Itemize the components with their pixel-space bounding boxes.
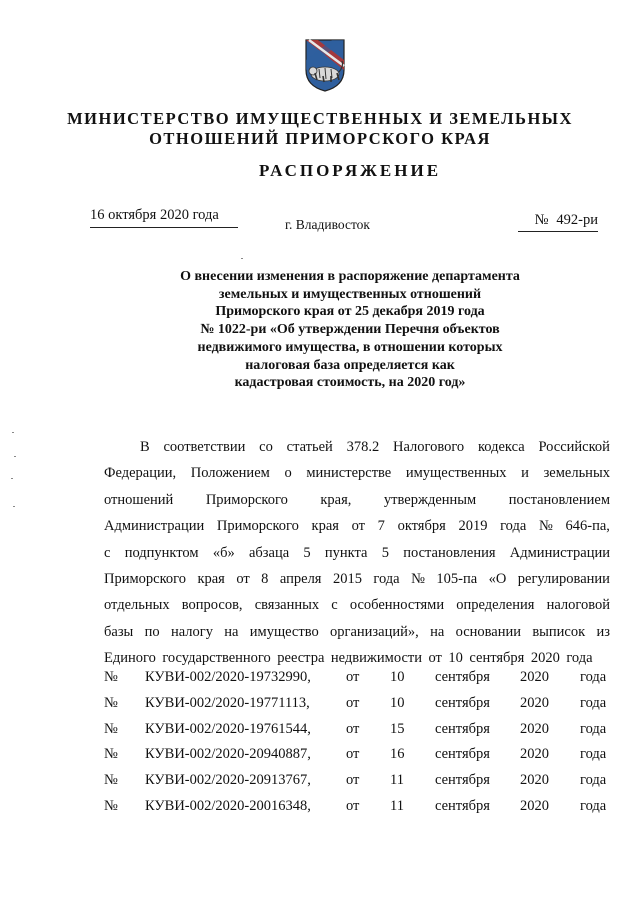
body-word: края,	[320, 491, 352, 508]
body-paragraph	[104, 434, 610, 672]
extract-day: 16	[390, 746, 405, 763]
extract-goda: года	[580, 772, 607, 789]
body-word: основании	[455, 623, 522, 640]
body-word: Положением	[190, 465, 270, 482]
body-word: года	[373, 571, 400, 588]
body-word: по	[144, 623, 160, 640]
body-word: с	[331, 597, 338, 614]
body-word: Приморского	[104, 571, 186, 588]
extract-code: КУВИ-002/2020-20913767,	[145, 772, 311, 789]
subject-line: кадастровая стоимость, на 2020 год»	[234, 375, 466, 391]
ministry-name-line-1: МИНИСТЕРСТВО ИМУЩЕСТВЕННЫХ И ЗЕМЕЛЬНЫХ	[67, 109, 573, 128]
extract-row	[104, 746, 610, 772]
body-word: налоговой	[546, 597, 610, 614]
body-word: Приморского	[205, 491, 288, 508]
body-line	[104, 487, 610, 513]
document-date: 16 октября 2020 года	[90, 207, 238, 228]
extracts-list	[104, 669, 610, 824]
extract-month: сентября	[435, 720, 490, 737]
extract-day: 11	[390, 772, 404, 789]
document-subject	[150, 268, 550, 392]
body-word: №	[411, 571, 425, 588]
extract-row	[104, 721, 610, 747]
body-word: Приморского	[216, 518, 299, 535]
body-word: 5	[381, 544, 389, 561]
body-word: 5	[303, 544, 311, 561]
extract-day: 10	[390, 694, 405, 711]
body-word: абзаца	[248, 544, 290, 561]
body-word: года	[566, 650, 593, 667]
body-word: определения	[456, 597, 535, 614]
body-word: 646-па,	[565, 518, 610, 535]
extract-row	[104, 695, 610, 721]
body-word: связанных	[254, 597, 320, 614]
extract-ot: от	[346, 694, 360, 711]
body-word: «О	[488, 571, 507, 588]
body-word: от	[428, 650, 442, 667]
body-word: Единого	[104, 650, 156, 667]
extract-no: №	[104, 797, 118, 814]
body-word: с	[104, 544, 111, 561]
extract-goda: года	[580, 797, 607, 814]
extract-row	[104, 669, 610, 695]
body-word: октября	[397, 518, 446, 535]
body-word: Налогового	[392, 439, 465, 455]
extract-month: сентября	[435, 772, 490, 789]
extract-day: 11	[390, 797, 404, 814]
extract-ot: от	[346, 772, 360, 789]
body-word: со	[259, 439, 273, 455]
extract-year: 2020	[520, 694, 549, 711]
body-word: государственного	[162, 650, 271, 667]
extract-ot: от	[346, 720, 360, 737]
subject-line: налоговая база определяется как	[245, 357, 455, 373]
subject-line: О внесении изменения в распоряжение департамента	[180, 269, 520, 284]
extract-ot: от	[346, 669, 360, 685]
subject-line: Приморского края от 25 декабря 2019 года	[215, 304, 485, 320]
extract-code: КУВИ-002/2020-19771113,	[145, 694, 310, 711]
number-value: 492-ри	[556, 212, 598, 228]
extract-code: КУВИ-002/2020-19732990,	[145, 669, 311, 685]
body-word: 7	[377, 518, 385, 535]
scan-speck	[14, 456, 16, 457]
body-word: края	[311, 518, 339, 535]
extract-no: №	[104, 694, 118, 711]
body-line	[104, 513, 610, 539]
extract-code: КУВИ-002/2020-19761544,	[145, 720, 311, 737]
extract-month: сентября	[435, 797, 490, 814]
scan-speck	[11, 478, 13, 479]
body-word: на	[430, 623, 445, 640]
extract-month: сентября	[435, 694, 490, 711]
body-word: сентября	[469, 650, 525, 667]
body-word: 378.2	[346, 439, 380, 455]
extract-row	[104, 772, 610, 798]
body-line	[104, 434, 610, 460]
body-word: от	[236, 571, 250, 588]
body-word: министерстве	[306, 465, 392, 482]
body-word: отношений	[104, 491, 174, 508]
body-word: организаций»,	[330, 623, 419, 640]
extract-year: 2020	[520, 720, 549, 737]
extract-goda: года	[580, 720, 607, 737]
body-word: года	[500, 518, 527, 535]
body-word: подпунктом	[124, 544, 199, 561]
extract-no: №	[104, 772, 118, 789]
scan-speck	[241, 258, 243, 259]
body-word: В	[140, 439, 150, 455]
body-line	[104, 540, 610, 566]
ministry-name	[60, 109, 580, 149]
body-word: кодекса	[477, 439, 525, 455]
document-type-title: РАСПОРЯЖЕНИЕ	[258, 161, 442, 180]
body-word: постановления	[403, 544, 496, 561]
body-word: соответствии	[163, 439, 246, 455]
body-word: пункта	[324, 544, 368, 561]
body-word: 2015	[332, 571, 362, 588]
body-word: имущественных	[405, 465, 507, 482]
body-word: выписок	[532, 623, 586, 640]
body-word: Федерации,	[104, 465, 177, 482]
body-word: 2020	[530, 650, 560, 667]
body-line	[104, 645, 610, 671]
body-word: 8	[261, 571, 269, 588]
scan-speck	[12, 432, 14, 433]
body-word: «б»	[212, 544, 235, 561]
body-word: о	[284, 465, 292, 482]
extract-no: №	[104, 746, 118, 763]
extract-ot: от	[346, 797, 360, 814]
extract-year: 2020	[520, 669, 549, 685]
extract-code: КУВИ-002/2020-20940887,	[145, 746, 311, 763]
body-word: 10	[448, 650, 463, 667]
body-word: имущество	[249, 623, 319, 640]
extract-ot: от	[346, 746, 360, 763]
subject-line: земельных и имущественных отношений	[218, 286, 482, 302]
extract-no: №	[104, 720, 118, 737]
body-word: 2019	[458, 518, 488, 535]
body-word: постановлением	[508, 491, 610, 508]
body-word: края	[197, 571, 225, 588]
body-word: особенностями	[349, 597, 445, 614]
extract-row	[104, 798, 610, 824]
coat-of-arms-icon	[303, 36, 347, 92]
extract-goda: года	[580, 694, 607, 711]
document-city: г. Владивосток	[285, 217, 370, 232]
subject-line: № 1022-ри «Об утверждении Перечня объектов	[200, 322, 500, 338]
scan-speck	[13, 506, 15, 507]
extract-day: 15	[390, 720, 405, 737]
body-word: Администрации	[509, 544, 610, 561]
subject-line: недвижимого имущества, в отношении которых	[197, 339, 503, 355]
extract-year: 2020	[520, 746, 549, 763]
body-word: от	[351, 518, 365, 535]
body-line	[104, 566, 610, 592]
body-word: отдельных	[104, 597, 170, 614]
extract-code: КУВИ-002/2020-20016348,	[145, 797, 311, 814]
extract-day: 10	[390, 669, 405, 685]
extract-no: №	[104, 669, 118, 685]
body-line	[104, 592, 610, 618]
extract-year: 2020	[520, 772, 549, 789]
document-number	[518, 212, 598, 232]
body-word: недвижимости	[330, 650, 422, 667]
body-word: базы	[104, 623, 134, 640]
body-word: и	[521, 465, 529, 482]
extract-year: 2020	[520, 797, 549, 814]
body-word: Администрации	[104, 518, 205, 535]
extract-goda: года	[580, 669, 607, 685]
extract-month: сентября	[435, 669, 490, 685]
body-word: регулировании	[517, 571, 610, 588]
body-word: вопросов,	[181, 597, 243, 614]
body-word: утвержденным	[383, 491, 477, 508]
body-word: из	[596, 623, 610, 640]
body-word: статьей	[286, 439, 333, 455]
body-line	[104, 460, 610, 486]
body-line	[104, 619, 610, 645]
body-word: №	[538, 518, 553, 535]
body-word: налогу	[170, 623, 213, 640]
extract-goda: года	[580, 746, 607, 763]
body-word: земельных	[543, 465, 610, 482]
body-word: 105-па	[436, 571, 478, 588]
number-sign: №	[534, 212, 549, 228]
extract-month: сентября	[435, 746, 490, 763]
body-word: апреля	[279, 571, 322, 588]
body-word: на	[224, 623, 239, 640]
ministry-name-line-2: ОТНОШЕНИЙ ПРИМОРСКОГО КРАЯ	[149, 129, 491, 148]
body-word: реестра	[277, 650, 325, 667]
body-word: Российской	[538, 439, 610, 455]
